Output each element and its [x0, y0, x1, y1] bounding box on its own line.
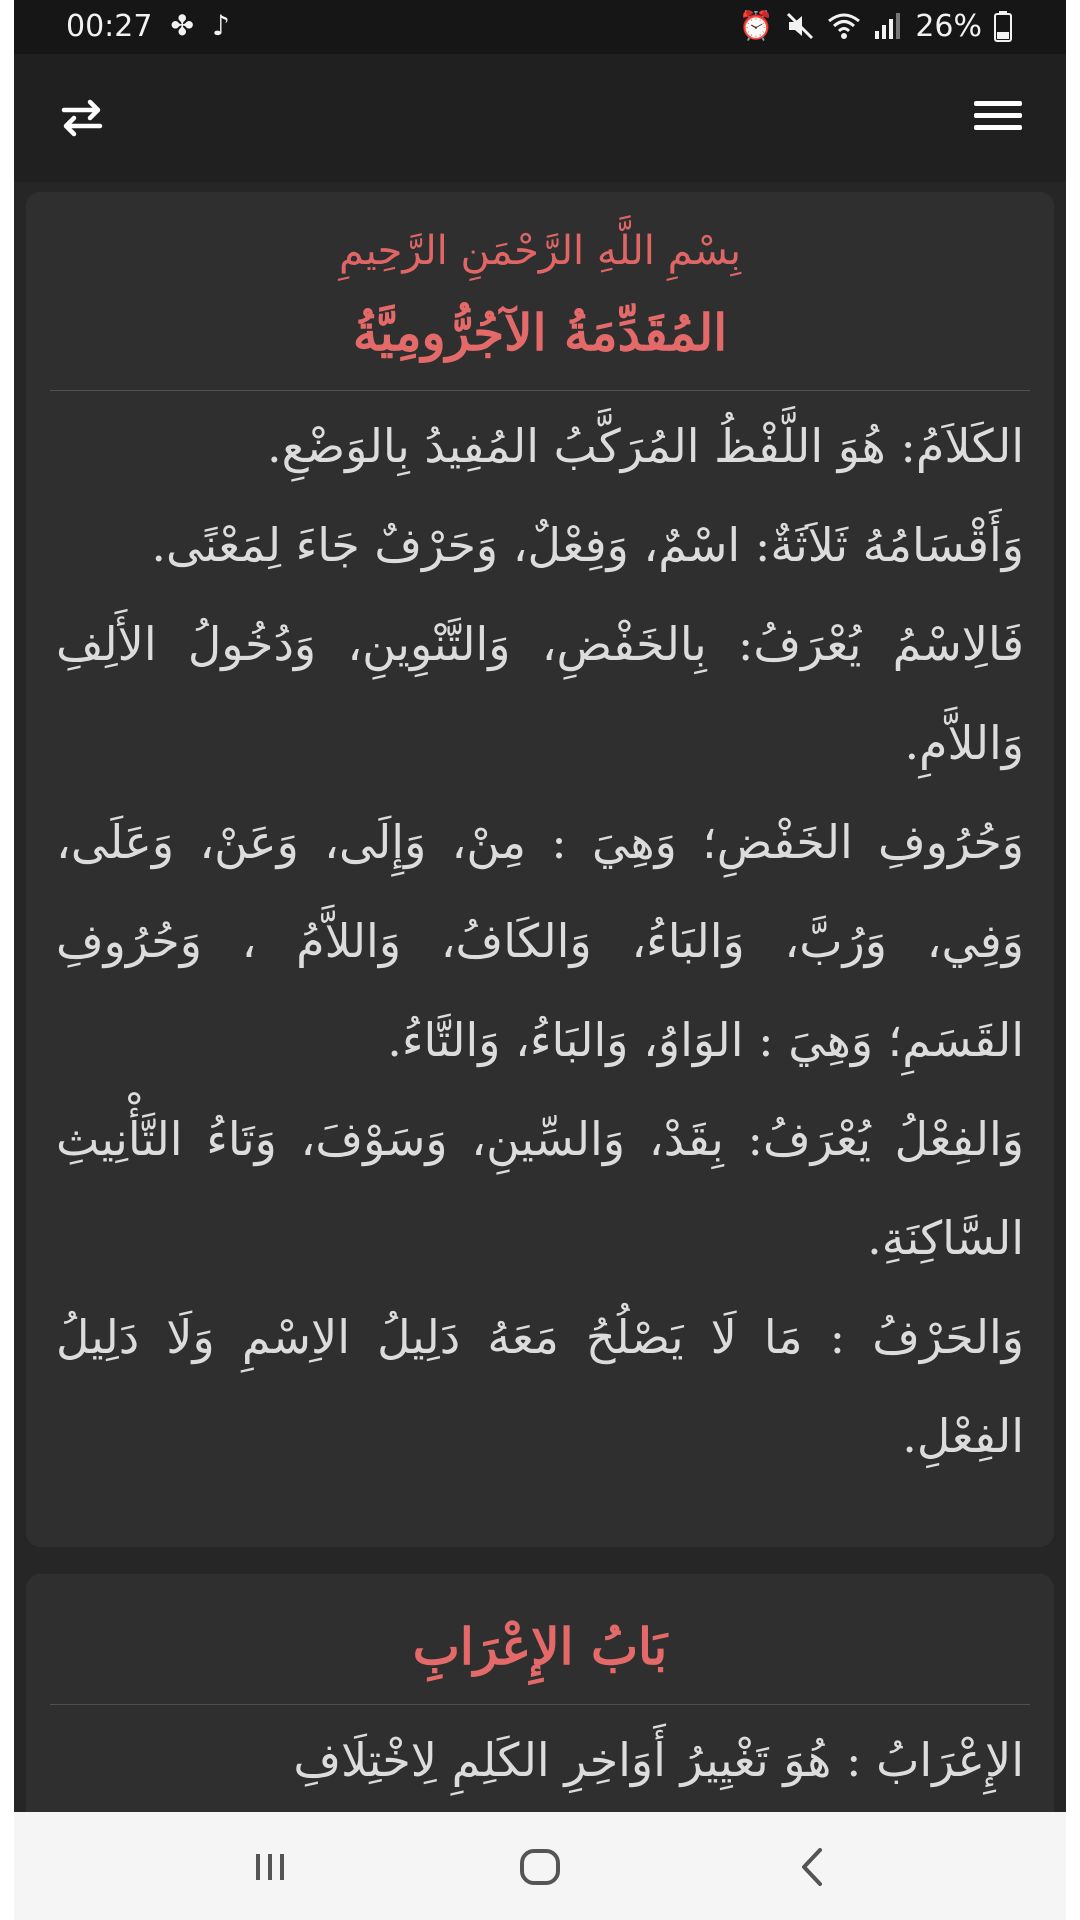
section-text: [26, 391, 1054, 1486]
section-card: [26, 192, 1054, 1547]
phone-screen: [14, 0, 1066, 1920]
system-navigation-bar: [14, 1812, 1066, 1920]
paragraph: وَأَقْسَامُهُ ثَلاَثَةٌ: اسْمٌ، وَفِعْلٌ، وَحَرْفٌ جَاءَ لِمَعْنًى.: [151, 518, 1024, 572]
basmala: بِسْمِ اللَّهِ الرَّحْمَنِ الرَّحِيمِ: [338, 228, 742, 274]
section-text: [26, 1705, 1054, 1810]
paragraph: فَالِاسْمُ يُعْرَفُ: بِالخَفْضِ، وَالتَّنْوِينِ، وَدُخُولُ الأَلِفِ وَاللاَّمِ.: [56, 617, 1024, 770]
paragraph: الإِعْرَابُ : هُوَ تَغْيِيرُ أَوَاخِرِ الكَلِمِ لِاخْتِلَافِ: [293, 1733, 1024, 1787]
battery-icon: [994, 10, 1012, 42]
paragraph: الكَلاَمُ: هُوَ اللَّفْظُ المُرَكَّبُ المُفِيدُ بِالوَضْعِ.: [266, 419, 1024, 473]
fan-icon: ✤: [170, 9, 194, 42]
app-bar: [14, 54, 1066, 182]
swap-arrows-icon[interactable]: [54, 90, 110, 146]
section-card: [26, 1574, 1054, 1812]
mute-icon: [785, 11, 815, 41]
status-time: 00:27: [66, 8, 153, 44]
hamburger-menu-icon[interactable]: [970, 94, 1026, 142]
battery-percent: 26%: [915, 8, 982, 44]
music-note-icon: ♪: [211, 9, 230, 42]
alarm-icon: ⏰: [738, 9, 774, 42]
back-icon[interactable]: [784, 1842, 844, 1892]
status-bar: [14, 0, 1066, 54]
home-icon[interactable]: [510, 1842, 570, 1892]
paragraph: وَالفِعْلُ يُعْرَفُ: بِقَدْ، وَالسِّينِ، وَسَوْفَ، وَتَاءُ التَّأْنِيثِ السَّاكِنَةِ.: [56, 1112, 1024, 1265]
paragraph: وَالحَرْفُ : مَا لَا يَصْلُحُ مَعَهُ دَلِيلُ الاِسْمِ وَلَا دَلِيلُ الفِعْلِ.: [56, 1310, 1024, 1463]
section-title: بَابُ الإِعْرَابِ: [412, 1617, 668, 1676]
wifi-icon: [827, 11, 861, 41]
paragraph: وَحُرُوفِ الخَفْضِ؛ وَهِيَ : مِنْ، وَإِلَى، وَعَنْ، وَعَلَى، وَفِي، وَرُبَّ، وَالبَاءُ، وَالكَافُ، وَاللاَّمُ ، وَحُرُوفِ القَسَمِ؛ وَهِيَ : الوَاوُ، وَالبَاءُ، وَالتَّاءُ.: [56, 815, 1024, 1067]
section-title: المُقَدِّمَةُ الآجُرُّومِيَّةُ: [352, 303, 728, 362]
signal-icon: [873, 11, 903, 41]
recent-apps-icon[interactable]: [240, 1842, 300, 1892]
reader-content[interactable]: [14, 182, 1066, 1812]
